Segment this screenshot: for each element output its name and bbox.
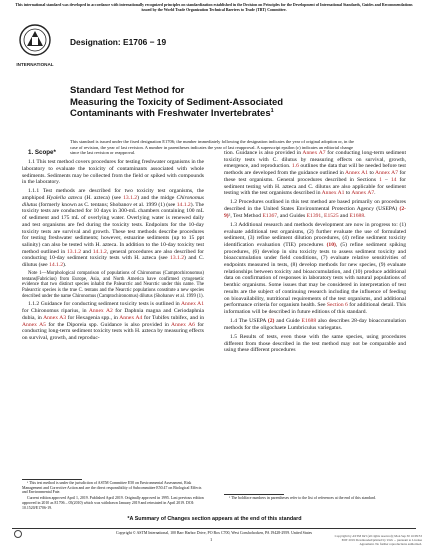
link-13-1-2[interactable]: 13.1.2 [67,248,81,255]
scope-heading: 1. Scope* [28,149,56,156]
paragraph-1-5: 1.5 Results of tests, even those with the same species, using procedures different from those described in the test method may not be comparable and using these different procedures [224,333,406,354]
link-annex-a7[interactable]: Annex A7 [375,170,398,177]
standards-notice: This international standard was developed in accordance with internationally recognized principles on standardization established in the Decision on Principles for the Development of International Standards, Guides and Recommendations issued by the World Trade Organization Technical Barriers to Trade (TBT) Committee. [15,3,413,12]
link-section-14[interactable]: 14 [390,176,397,183]
link-14-1-2[interactable]: 14.1.2 [176,201,191,208]
reference-10[interactable]: (10) [326,241,336,248]
logo-label: INTERNATIONAL [16,62,54,67]
link-annex-a5[interactable]: Annex A5 [22,321,46,328]
paragraph-1-2: 1.2 Procedures outlined in this test method are based primarily on procedures described in the United States Environmental Protection Agency (USEPA) (2-9)², Test Method E1367, and Guides E1391, E1525 and E1688. [224,199,406,219]
link-section-6[interactable]: Section 6 [326,302,348,309]
link-annex-a1[interactable]: Annex A1 [321,190,345,197]
link-section-1[interactable]: 1 [379,176,382,183]
link-e1688[interactable]: E1688 [301,318,317,325]
title-footnote-mark[interactable]: 1 [270,107,274,114]
link-annex-a2[interactable]: Annex A2 [88,308,113,315]
paragraph-1-4: 1.4 The USEPA (2) and Guide E1688 also describes 28-day bioaccumulation methods for the oligochaete Lumbriculus variegatus. [224,318,406,331]
link-14-1-2[interactable]: 14.1.2 [92,248,107,255]
link-annex-a1[interactable]: Annex A1 [345,170,368,177]
link-e1391[interactable]: E1391 [306,212,322,219]
link-e1367[interactable]: E1367 [262,212,278,219]
link-annex-a7[interactable]: Annex A7 [302,150,326,156]
note-1: Note 1—Morphological comparison of populations of Chironomus (Camptochironomus) tentans(Fabricius) from Europe, Asia, and North America have confirmed cytogenetic evidence that two distinct species inhabit the Palearctic and Nearctic under this name. The Palearctic species is the true C. tentans and the Nearctic populations constitute a new species described under the name Chironomus (Camptochironomus) dilutus (Shobanov et al. 1999 (1). [22,271,204,299]
link-13-1-2[interactable]: 13.1.2 [170,255,185,262]
title-line-3: Contaminants with Freshwater Invertebrates [70,108,271,119]
link-e1688[interactable]: E1688 [349,212,365,219]
paragraph-1-1-1: 1.1.1 Test methods are described for two toxicity test organisms, the amphipod Hyalella azteca (H. azteca) (see 13.1.2) and the midge Chironomus dilutus (formerly known as C. tentans; Shobanov et al. 1999 (1) (see 14.1.2). The toxicity tests are conducted for 10 days in 300-mL chambers containing 100 mL of sediment and 175 mL of overlying water. Overlying water is renewed daily and test organisms are fed during the toxicity tests. Endpoints for the 10-day toxicity tests are survival and growth. These test methods describe procedures for testing freshwater sediments; however, estuarine sediments (up to 15 ppt salinity) can also be tested with H. azteca. In addition to the 10-day toxicity test method outlined in 13.1.2 and 14.1.2, general procedures are also described for conducting 10-day sediment toxicity tests with H. azteca (see 13.1.2) and C. dilutus (see 14.1.2). [22,188,205,269]
title-line-1: Standard Test Method for [70,85,185,96]
copyright-address: Copyright © ASTM International, 100 Barr Harbor Drive, PO Box C700, West Conshohocken, PA 19428-2959. United States [116,531,312,535]
link-e1525[interactable]: E1525 [324,212,339,219]
link-annex-a7[interactable]: Annex A7 [351,190,375,197]
designation: Designation: E1706 − 19 [70,37,167,47]
paragraph-1-3: 1.3 Additional research and methods development are now in progress to: (1) evaluate additional test organisms, (2) further evaluate the use of formulated sediment, (3) refine sediment dilution procedures, (4) refine sediment toxicity identification evaluation (TIE) procedures (10), (5) refine sediment spiking procedures, (6) develop in situ toxicity tests to assess sediment toxicity and bioaccumulation under field conditions, (7) evaluate relative sensitivities of endpoints measured in tests, (8) develop methods for new species, (9) evaluate relationships between toxicity and bioaccumulation, and (10) produce additional data on confirmation of responses in laboratory tests with natural populations of benthic organisms. Some issues that may be considered in interpretation of test results are the subject of continuing research including the influence of feeding on bioavailability, nutritional requirements of the test organisms, and additional performance criteria for organism health. See Section 6 for additional detail. This information will be described in future editions of this standard. [224,221,407,315]
link-13-1-2[interactable]: 13.1.2 [123,195,138,201]
link-annex-a4[interactable]: Annex A4 [119,314,143,321]
page-number: 1 [210,537,213,542]
license-stamp: Copyright by ASTM Int'l (all rights reserved); Mon Sep 30 16:09:53 EDT 2019 Downloaded/printed by Univ ... pursuant to License Agreement. No further reproductions authorized. [334,534,422,546]
reference-2[interactable]: (2) [267,318,275,325]
paragraph-1-1-2: 1.1.2 Guidance for conducting sediment toxicity tests is outlined in Annex A1 for Chironomus riparius, in Annex A2 for Daphnia magna and Ceriodaphnia dubia, in Annex A3 for Hexagenia spp., in Annex A4 for Tubifex tubifex, and in Annex A5 for the Diporeia spp. Guidance is also provided in Annex A6 for conducting long-term sediment toxicity tests with H. azteca by measuring effects on survival, growth, and reproduc- [22,301,204,341]
link-annex-a6[interactable]: Annex A6 [171,321,195,328]
left-column [22,150,204,344]
footnote-1-edition: Current edition approved April 1, 2019. Published April 2019. Originally approved in 1995. Last previous edition approved in 2010 as E1706 – 05(2010) which was withdrawn January 2019 and reinstated in April 2019. DOI: 10.1520/E1706-19. [22,496,204,510]
bottom-divider [12,528,416,529]
link-annex-a3[interactable]: Annex A3 [43,314,67,321]
document-title [70,85,360,120]
link-1-6[interactable]: 1.6 [291,163,299,170]
standard-issue-note: This standard is issued under the fixed designation E1706; the number immediately following the designation indicates the year of original adoption or, in the case of revision, the year of last revision. A number in parentheses indicates the year of last reapproval. A superscript epsilon (ε) indicates an editorial change since the last revision or reapproval. [70,139,355,155]
right-column [224,150,406,356]
summary-of-changes-notice: *A Summary of Changes section appears at the end of this standard [127,516,302,522]
paragraph-1-1: 1.1 This test method covers procedures for testing freshwater organisms in the laboratory to evaluate the toxicity of contaminants associated with whole sediments. Sediments may be collected from the field or spiked with compounds in the laboratory. [22,159,204,186]
footnote-divider-right [224,494,284,495]
paragraph-1-1-2-continued: tion. Guidance is also provided in Annex A7 for conducting long-term sediment toxicity tests with C. dilutus by measuring effects on survival, growth, emergence, and reproduction. 1.6 outlines the data that will be needed before test methods are developed from the guidance outlined in Annex A1 to Annex A7 for these test organisms. General procedures described in Sections 1 – 14 for sediment testing with H. azteca and C. dilutus are also applicable for sediment testing with the test organisms described in Annex A1 to Annex A7. [224,150,407,197]
link-14-1-2[interactable]: 14.1.2 [49,262,64,269]
footnote-1-text: ¹ This test method is under the jurisdiction of ASTM Committee E50 on Environmental Assessment, Risk Management and Corrective Action and are the direct responsibility of Subcommittee E50.47 on Biological Effects and Environmental Fate. [22,481,202,495]
footnote-2-text: ² The boldface numbers in parentheses refer to the list of references at the end of this standard. [229,496,376,500]
footnote-1 [22,481,204,511]
link-annex-a1[interactable]: Annex A1 [180,301,204,308]
reference-2-9[interactable]: (2-9) [224,206,406,219]
footnote-divider-left [22,479,82,480]
title-line-2: Measuring the Toxicity of Sediment-Associated [70,96,284,108]
footnote-2 [224,496,406,502]
astm-logo [13,22,57,72]
